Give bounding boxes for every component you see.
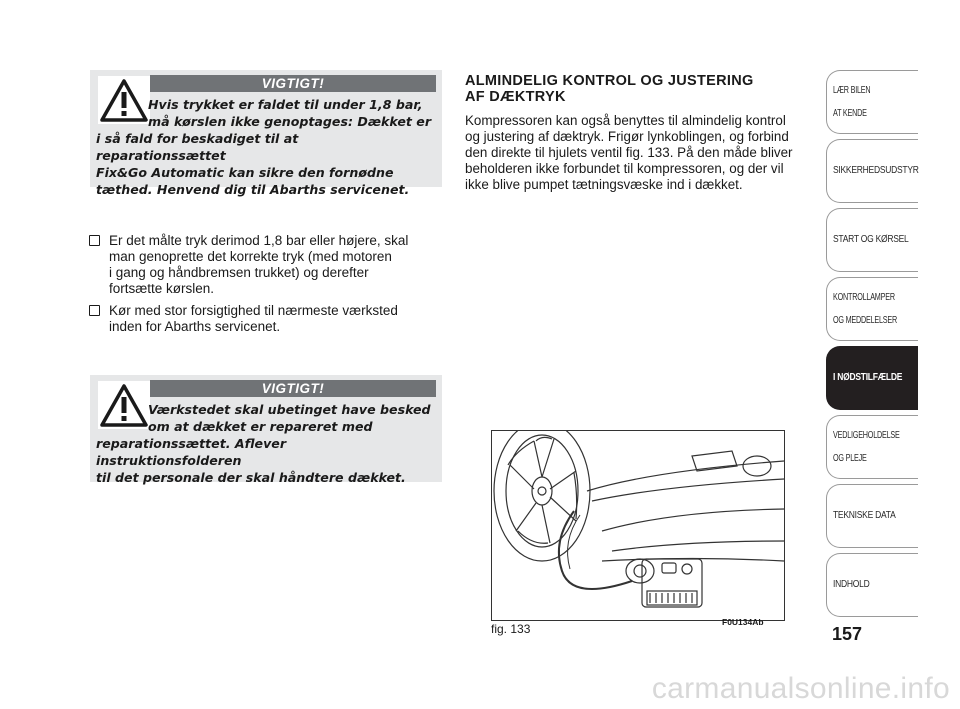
tab-label: INDHOLD [833,579,870,591]
tab-indhold[interactable] [826,553,918,617]
body-line: Kompressoren kan også benyttes til almindelig kontrol [465,113,786,128]
body-line: og justering af dæktryk. Frigør lynkoblingen, og forbind [465,129,789,144]
tab-start-og-korsel[interactable] [826,208,918,272]
bullet-line: man genoprette det korrekte tryk (med motoren [109,249,392,264]
figure-caption: fig. 133 [491,622,531,636]
tab-label: OG PLEJE [833,452,867,464]
warning-line: tæthed. Henvend dig til Abarths servicenet. [96,182,410,197]
tab-i-nodstilfaelde[interactable] [826,346,918,410]
body-line: ikke blive pumpet tætningsvæske ind i dækket. [465,177,743,192]
page-number: 157 [832,624,863,644]
tab-label: AT KENDE [833,107,867,119]
compressor-wheel-illustration [492,431,784,620]
tab-label: START OG KØRSEL [833,234,909,246]
checkbox-square-icon [89,305,100,316]
list-item [89,233,441,297]
warning-text [96,401,432,486]
warning-line: reparationssættet. Aflever instruktionsfolderen [96,436,287,468]
bullet-line: i gang og håndbremsen trukket) og derefter [109,265,369,280]
warning-line: til det personale der skal håndtere dækket. [96,470,406,485]
tab-tekniske-data[interactable] [826,484,918,548]
bullet-list [89,233,441,341]
section-title [465,73,805,105]
title-line: AF DÆKTRYK [465,89,566,105]
title-line: ALMINDELIG KONTROL OG JUSTERING [465,73,754,89]
warning-box-pressure [90,70,442,197]
warning-line: Hvis trykket er faldet til under 1,8 bar, [148,97,423,112]
figure-compressor-tire [491,430,785,621]
tab-label: KONTROLLAMPER [833,291,895,303]
list-item [89,303,441,335]
warning-line: i så fald for beskadiget til at reparationssættet [96,131,299,163]
figure-code: F0U134Ab [722,617,764,627]
side-nav [826,70,918,622]
tab-label: VEDLIGEHOLDELSE [833,429,900,441]
tab-label: TEKNISKE DATA [833,510,896,522]
tab-kontrollamper[interactable] [826,277,918,341]
bullet-line: fortsætte kørslen. [109,281,215,296]
warning-line: om at dækket er repareret med [148,419,373,434]
body-line: den direkte til hjulets ventil fig. 133. På den måde bliver [465,145,793,160]
section-body [465,113,810,193]
body-line: beholderen ikke forbundet til kompressoren, og der vil [465,161,784,176]
warning-box-workshop [90,375,442,485]
tab-laer-bilen[interactable] [826,70,918,134]
warning-line: må kørslen ikke genoptages: Dækket er [148,114,432,129]
tab-vedligeholdelse[interactable] [826,415,918,479]
tab-sikkerhedsudstyr[interactable] [826,139,918,203]
warning-header: VIGTIGT! [150,75,436,92]
bullet-line: inden for Abarths servicenet. [109,319,281,334]
watermark: carmanualsonline.info [651,672,950,705]
tab-label: LÆR BILEN [833,84,871,96]
warning-text [96,96,432,198]
tab-label: SIKKERHEDSUDSTYR [833,165,919,177]
tab-label: I NØDSTILFÆLDE [833,372,903,384]
checkbox-square-icon [89,235,100,246]
warning-line: Værkstedet skal ubetinget have besked [148,402,431,417]
warning-header: VIGTIGT! [150,380,436,397]
tab-label: OG MEDDELELSER [833,314,898,326]
bullet-line: Kør med stor forsigtighed til nærmeste værksted [109,303,398,318]
bullet-line: Er det målte tryk derimod 1,8 bar eller højere, skal [109,233,409,248]
warning-line: Fix&Go Automatic kan sikre den fornødne [96,165,394,180]
